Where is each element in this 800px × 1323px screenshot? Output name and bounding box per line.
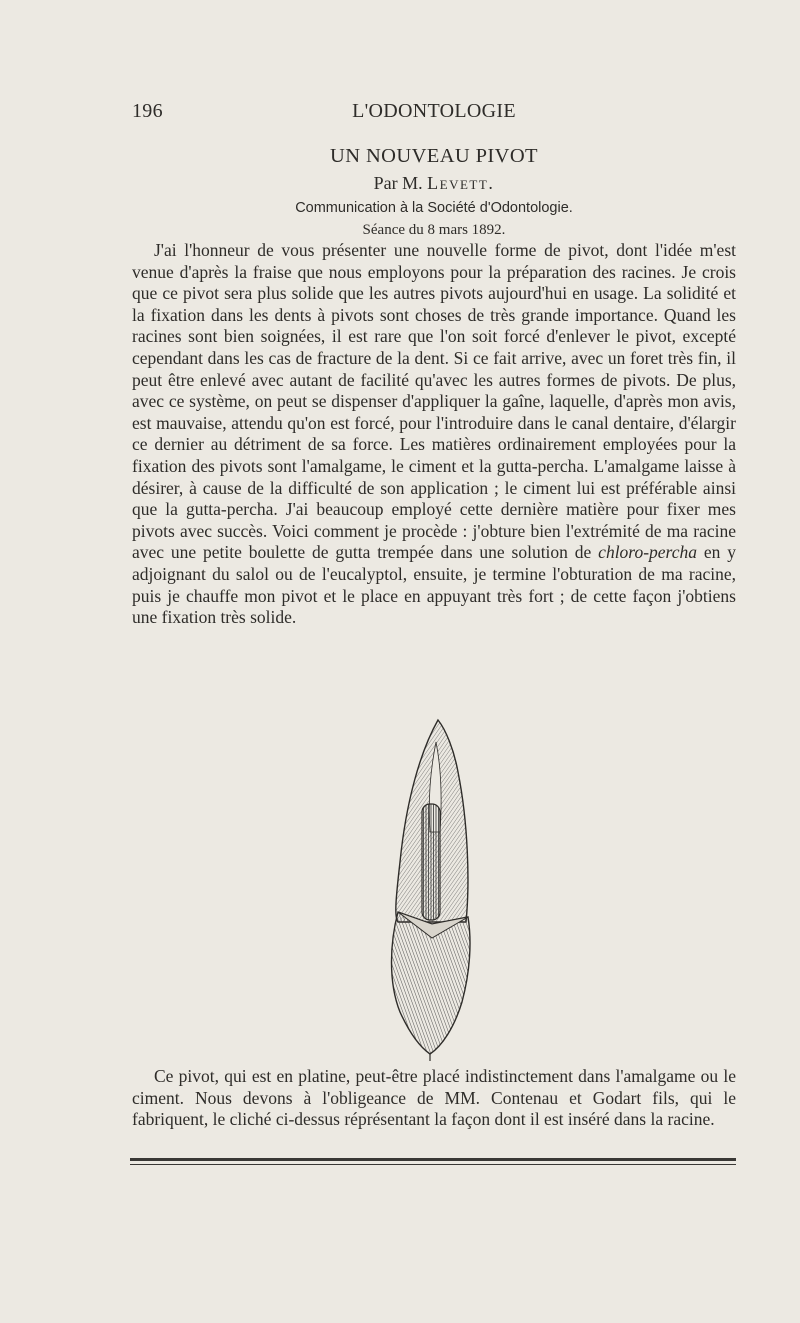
communication-line: Communication à la Société d'Odontologie. xyxy=(295,200,573,216)
journal-title: L'ODONTOLOGIE xyxy=(352,100,516,122)
author-name: Levett. xyxy=(427,173,495,193)
paragraph-1-italic: chloro-percha xyxy=(598,542,697,563)
pivot-post xyxy=(422,804,440,920)
author-prefix: Par M. xyxy=(373,173,423,193)
end-rule-thick xyxy=(130,1158,736,1161)
page-number: 196 xyxy=(132,100,163,122)
body-text-closing xyxy=(132,1066,736,1131)
paragraph-2: Ce pivot, qui est en platine, peut-être placé indistinctement dans l'amalgame ou le ciment. Nous devons à l'obligeance de MM. Contenau et Godart fils, qui le fabriquent, le cliché ci-dessus réprésentant la façon dont il est inséré dans la racine. xyxy=(132,1066,736,1130)
body-text-main xyxy=(132,240,736,629)
tooth-pivot-illustration xyxy=(370,712,490,1062)
paragraph-1-part-b: en y adjoignant du salol ou de l'eucalyptol, ensuite, je termine l'obturation de ma racine, puis je chauffe mon pivot et le place en appuyant très fort ; de cette façon j'obtiens une fixation très solide. xyxy=(132,542,736,628)
paragraph-1-part-a: J'ai l'honneur de vous présenter une nouvelle forme de pivot, dont l'idée m'est venue d'après la fraise que nous employons pour la préparation des racines. Je crois que ce pivot sera plus solide que les autres pivots aujourd'hui en usage. La solidité et la fixation dans les dents à pivots sont choses de très grande importance. Quand les racines sont bien soignées, il est rare que l'on soit forcé d'enlever le pivot, excepté cependant dans les cas de fracture de la dent. Si ce fait arrive, avec un foret très fin, il peut être enlevé avec autant de facilité qu'avec les autres formes de pivots. De plus, avec ce système, on peut se dispenser d'appliquer la gaîne, laquelle, d'après mon avis, est mauvaise, attendu qu'on est forcé, pour l'introduire dans le canal dentaire, d'élargir ce dernier au détriment de sa force. Les matières ordinairement employées pour la fixation des pivots sont l'amalgame, le ciment et la gutta-percha. L'amalgame laisse à désirer, à cause de la difficulté de son application ; le ciment lui est préférable ainsi que la gutta-percha. J'ai beaucoup employé cette dernière matière pour fixer mes pivots avec succès. Voici comment je procède : j'obture bien l'extrémité de ma racine avec une petite boulette de gutta trempée dans une solution de xyxy=(132,240,736,563)
session-date: Séance du 8 mars 1892. xyxy=(362,222,506,238)
article-title: UN NOUVEAU PIVOT xyxy=(330,145,538,167)
article-author xyxy=(132,170,736,196)
article-heading xyxy=(132,142,736,241)
paragraph-1 xyxy=(132,240,736,629)
end-rule-thin xyxy=(130,1164,736,1165)
running-header xyxy=(132,100,736,128)
